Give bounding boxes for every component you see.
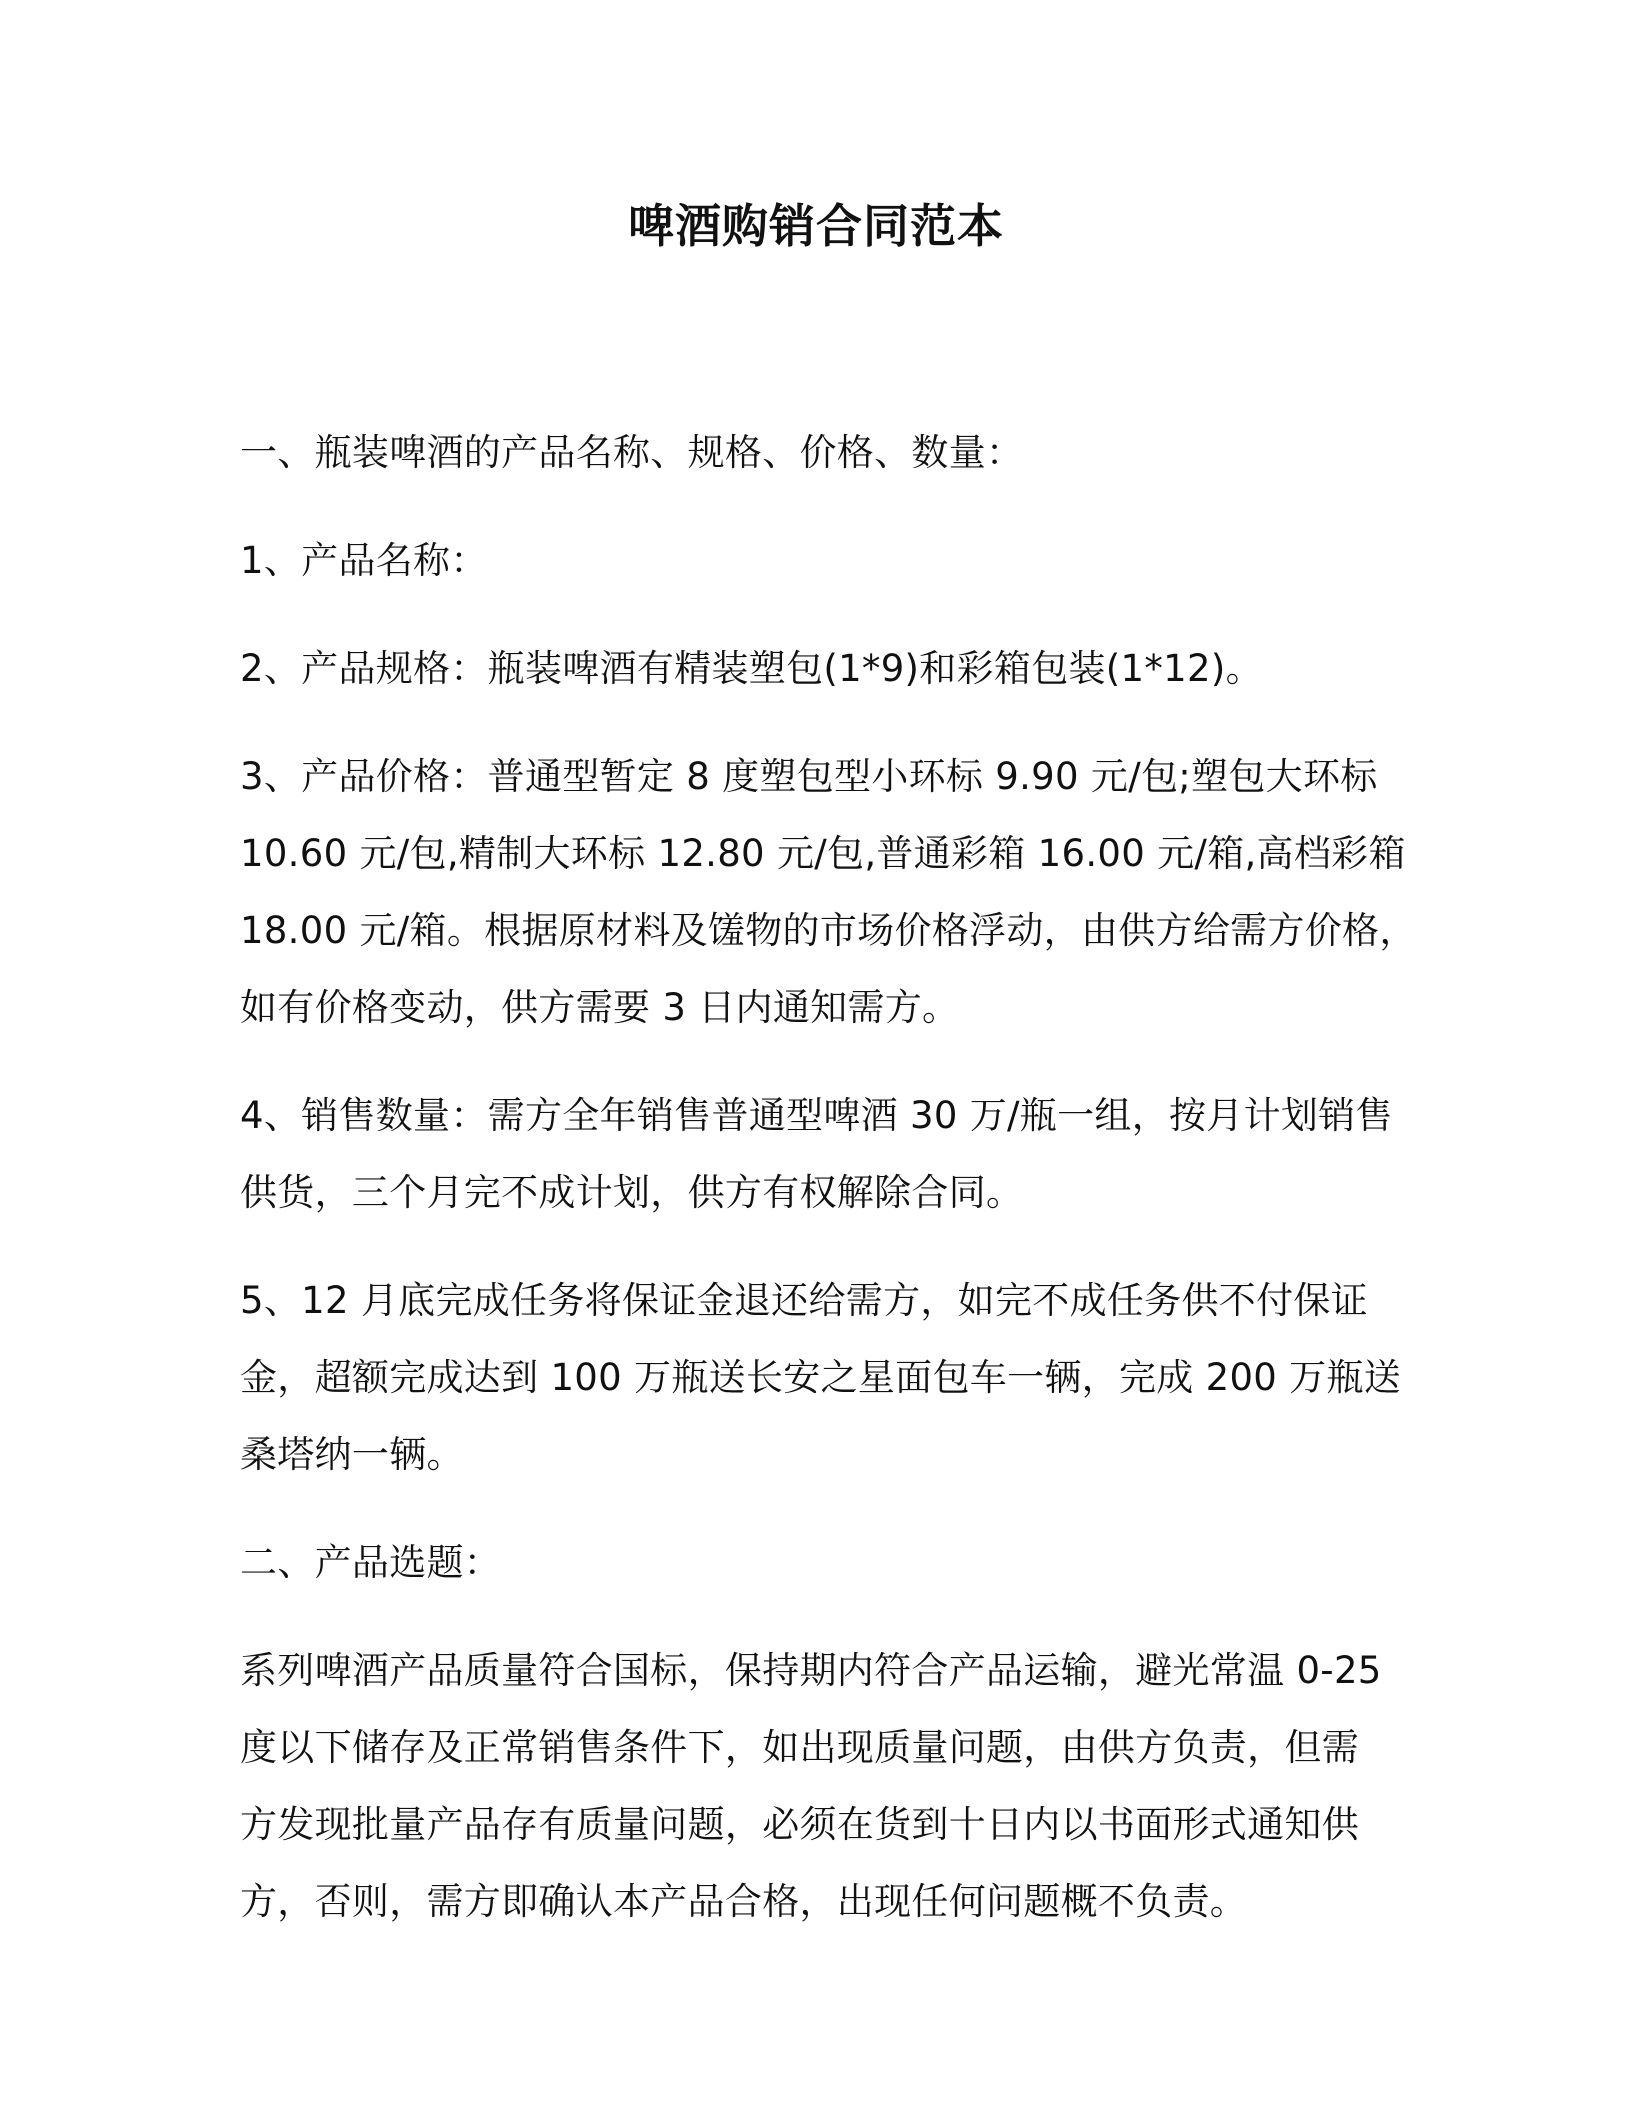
clause-1-product-name — [240, 522, 1400, 599]
text-line: 3、产品价格：普通型暂定 8 度塑包型小环标 9.90 元/包;塑包大环标 — [240, 755, 1378, 798]
clause-2-product-spec — [240, 630, 1400, 707]
clause-4-sales-quantity — [240, 1077, 1400, 1231]
clause-3-product-price — [240, 738, 1417, 1046]
text-line: 方，否则，需方即确认本产品合格，出现任何问题概不负责。 — [240, 1880, 1248, 1923]
text-line: 方发现批量产品存有质量问题，必须在货到十日内以书面形式通知供 — [240, 1803, 1359, 1846]
section-heading-1 — [240, 414, 1400, 491]
document-title: 啤酒购销合同范本 — [628, 199, 1004, 253]
text-line: 4、销售数量：需方全年销售普通型啤酒 30 万/瓶一组，按月计划销售 — [240, 1094, 1393, 1137]
text-line: 供货，三个月完不成计划，供方有权解除合同。 — [240, 1171, 1024, 1214]
document-body — [240, 414, 1417, 1971]
text-line: 金，超额完成达到 100 万瓶送长安之星面包车一辆，完成 200 万瓶送 — [240, 1356, 1402, 1399]
quality-terms-paragraph — [240, 1632, 1400, 1940]
clause-5-deposit-reward — [240, 1262, 1400, 1493]
text-line: 一、瓶装啤酒的产品名称、规格、价格、数量： — [240, 431, 1024, 474]
text-line: 18.00 元/箱。根据原材料及馐物的市场价格浮动，由供方给需方价格， — [240, 909, 1417, 952]
text-line: 2、产品规格：瓶装啤酒有精装塑包(1*9)和彩箱包装(1*12)。 — [240, 647, 1263, 690]
text-line: 系列啤酒产品质量符合国标，保持期内符合产品运输，避光常温 0-25 — [240, 1649, 1382, 1692]
text-line: 桑塔纳一辆。 — [240, 1433, 464, 1476]
text-line: 度以下储存及正常销售条件下，如出现质量问题，由供方负责，但需 — [240, 1726, 1359, 1769]
text-line: 二、产品选题： — [240, 1541, 502, 1584]
text-line: 5、12 月底完成任务将保证金退还给需方，如完不成任务供不付保证 — [240, 1279, 1368, 1322]
text-line: 1、产品名称： — [240, 539, 488, 582]
section-heading-2 — [240, 1524, 1400, 1601]
text-line: 如有价格变动，供方需要 3 日内通知需方。 — [240, 986, 960, 1029]
text-line: 10.60 元/包,精制大环标 12.80 元/包,普通彩箱 16.00 元/箱,高档彩箱 — [240, 832, 1406, 875]
